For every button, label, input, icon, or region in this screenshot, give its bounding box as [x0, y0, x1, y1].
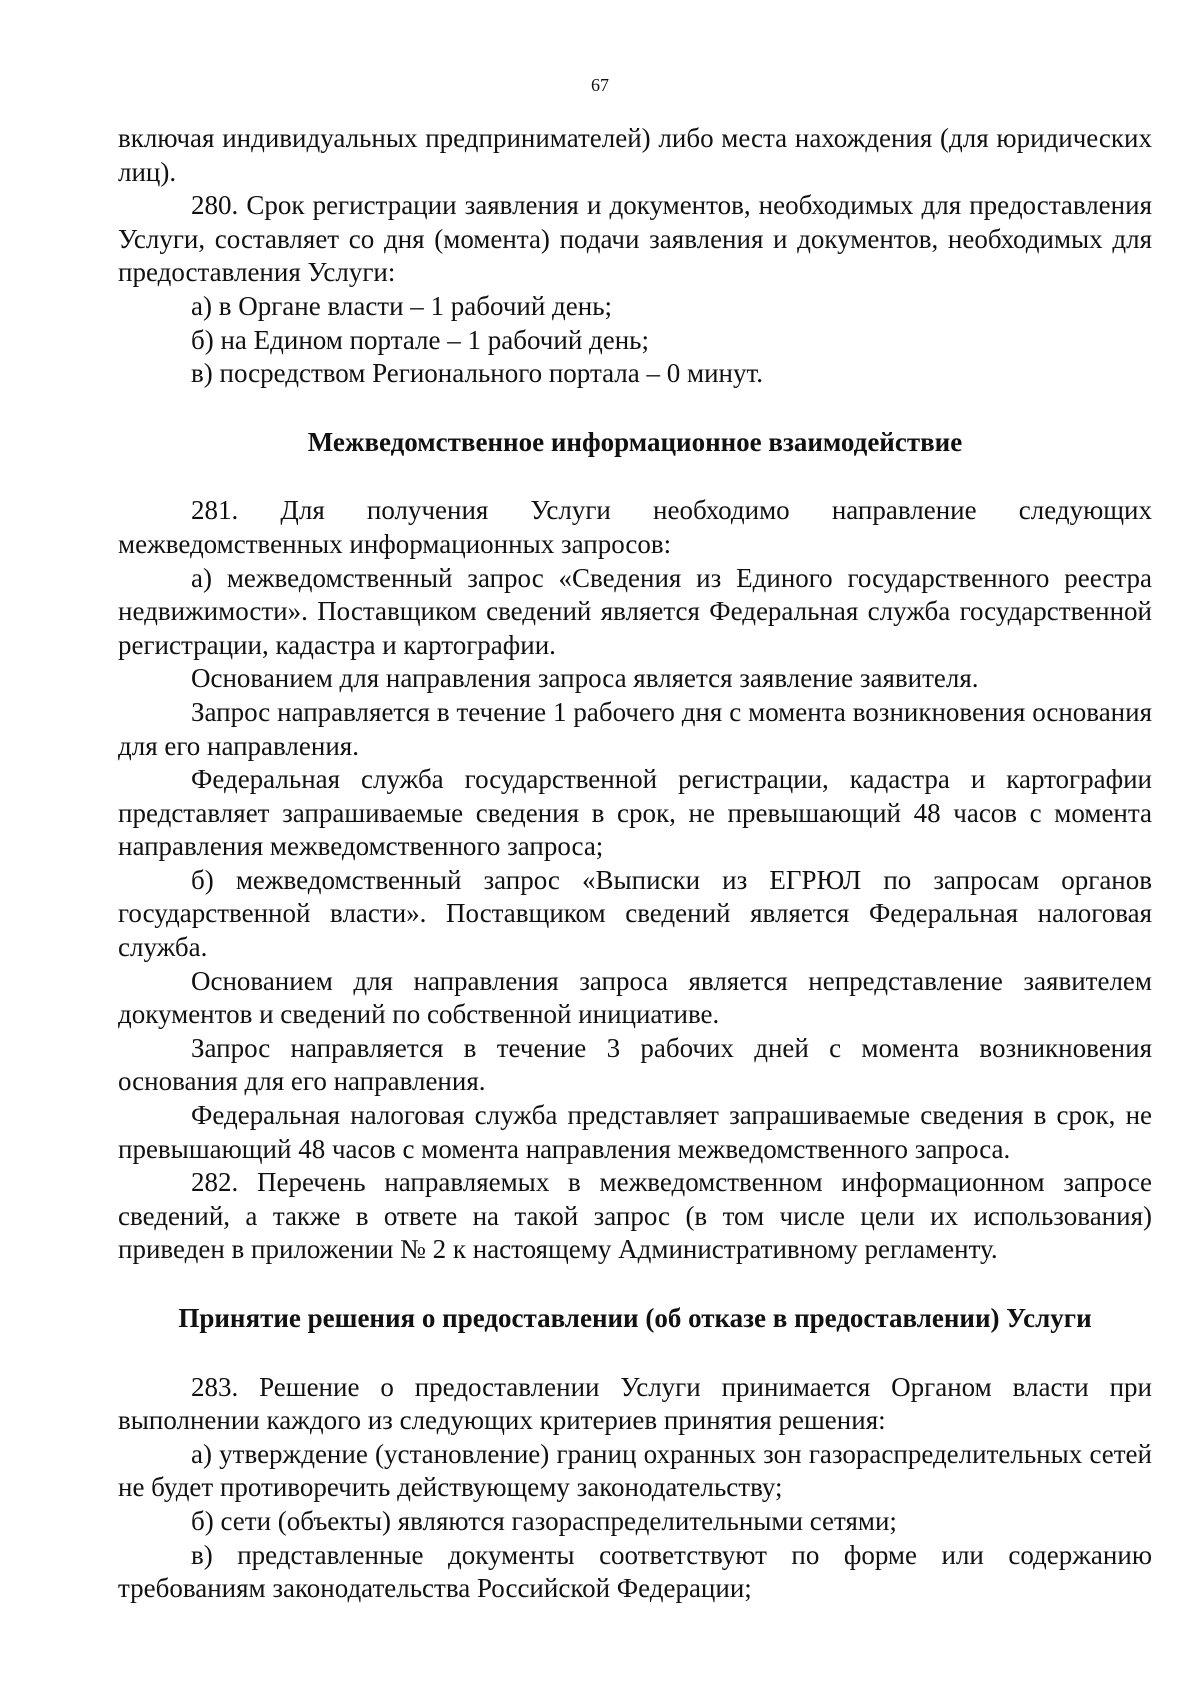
list-item: в) посредством Регионального портала – 0 минут.: [191, 358, 764, 389]
paragraph: Федеральная служба государственной регистрации, кадастра и картографии представляет запрашиваемые сведения в срок, не превышающий 48 часов с момента направления межведомственного запроса;: [118, 764, 1152, 862]
paragraph-283: 283. Решение о предоставлении Услуги принимается Органом власти при выполнении каждого из следующих критериев принятия решения:: [118, 1371, 1152, 1436]
paragraph: Основанием для направления запроса является заявление заявителя.: [191, 663, 979, 694]
list-item: б) сети (объекты) являются газораспределительными сетями;: [191, 1505, 897, 1536]
list-item: а) утверждение (установление) границ охранных зон газораспределительных сетей не будет противоречить действующему законодательству;: [118, 1438, 1152, 1503]
section-heading: Межведомственное информационное взаимодействие: [307, 426, 963, 457]
paragraph-281: 281. Для получения Услуги необходимо направление следующих межведомственных информационных запросов:: [118, 495, 1152, 559]
paragraph: Запрос направляется в течение 3 рабочих дней с момента возникновения основания для его направления.: [118, 1032, 1152, 1097]
list-item: в) представленные документы соответствуют по форме или содержанию требованиям законодательства Российской Федерации;: [118, 1539, 1152, 1604]
paragraph: Федеральная налоговая служба представляет запрашиваемые сведения в срок, не превышающий 48 часов с момента направления межведомственного запроса.: [118, 1100, 1152, 1164]
paragraph-282: 282. Перечень направляемых в межведомственном информационном запросе сведений, а также в ответе на такой запрос (в том числе цели их использования) приведен в приложении № 2 к настоящему Административному регламенту.: [118, 1167, 1152, 1265]
paragraph-280: 280. Срок регистрации заявления и документов, необходимых для предоставления Услуги, составляет со дня (момента) подачи заявления и документов, необходимых для предоставления Услуги:: [118, 190, 1152, 288]
list-item: а) межведомственный запрос «Сведения из Единого государственного реестра недвижимости». Поставщиком сведений является Федеральная служба государственной регистрации, кадастра и картографии.: [118, 562, 1152, 660]
list-item: б) на Едином портале – 1 рабочий день;: [191, 324, 649, 355]
document-body: [118, 122, 1152, 1606]
section-heading: Принятие решения о предоставлении (об отказе в предоставлении) Услуги: [178, 1303, 1092, 1333]
list-item: а) в Органе власти – 1 рабочий день;: [191, 290, 613, 321]
list-item: б) межведомственный запрос «Выписки из ЕГРЮЛ по запросам органов государственной власти». Поставщиком сведений является Федеральная налоговая служба.: [118, 864, 1152, 963]
paragraph: включая индивидуальных предпринимателей) либо места нахождения (для юридических лиц).: [118, 123, 1152, 187]
page-number: 67: [591, 75, 609, 95]
paragraph: Основанием для направления запроса является непредставление заявителем документов и сведений по собственной инициативе.: [118, 965, 1152, 1030]
paragraph: Запрос направляется в течение 1 рабочего дня с момента возникновения основания для его направления.: [118, 696, 1152, 761]
